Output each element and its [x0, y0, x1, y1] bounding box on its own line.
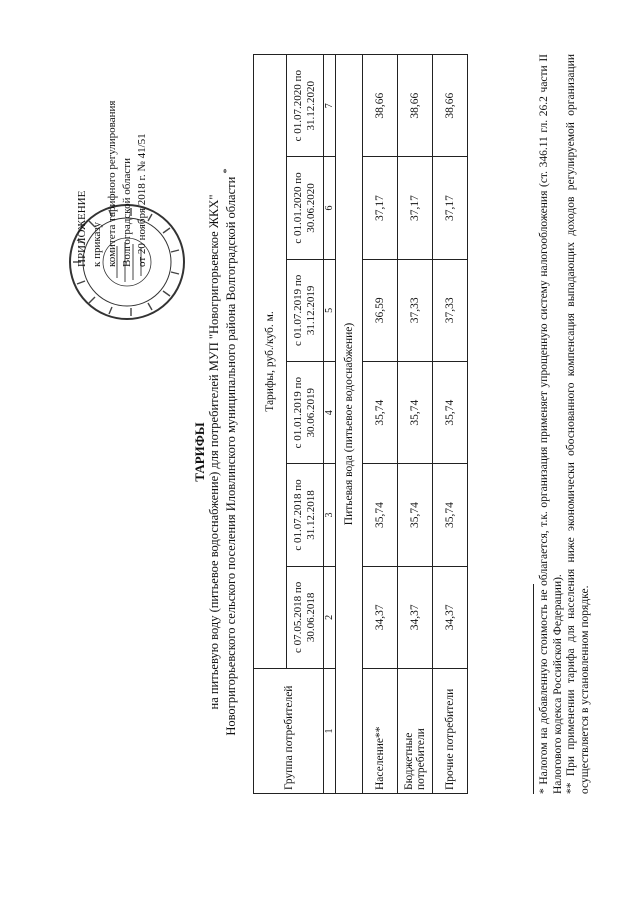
- title-line-2-text: Новогригорьевского сельского поселения Иловлинского муниципального района Волгоградской области: [224, 176, 239, 736]
- appendix-note: [75, 27, 150, 267]
- appendix-line: комитета тарифного регулирования: [106, 100, 118, 267]
- appendix-line: Волгоградской области: [121, 158, 133, 267]
- row-group: Прочие потребители: [433, 669, 468, 794]
- document-sheet: [15, 22, 625, 882]
- tariff-cell: 37,17: [433, 157, 468, 259]
- tariff-table: [253, 54, 468, 794]
- appendix-line: к приказу: [91, 221, 103, 267]
- footnote: ** При применении тарифа для населения ниже экономически обоснованного компенсация выпадающих доходов регулируемой организации осуществляется в установленном порядке.: [565, 54, 591, 794]
- footnote-divider: [533, 584, 534, 794]
- column-number: 5: [324, 259, 336, 361]
- document-title: [193, 62, 238, 842]
- column-number: 1: [324, 669, 336, 794]
- period-header: с 01.07.2018 по 31.12.2018: [287, 464, 324, 566]
- tariff-cell: 36,59: [363, 259, 398, 361]
- tariff-cell: 35,74: [433, 362, 468, 464]
- period-header: с 01.07.2019 по 31.12.2019: [287, 259, 324, 361]
- tariff-cell: 38,66: [363, 55, 398, 157]
- tariff-cell: 34,37: [433, 566, 468, 668]
- tariff-cell: 35,74: [363, 362, 398, 464]
- column-number-row: [324, 55, 336, 794]
- title-line-1: на питьевую воду (питьевое водоснабжение) для потребителей МУП "Новогригорьевское ЖКХ": [207, 194, 221, 710]
- section-row: [336, 55, 363, 794]
- tariff-cell: 35,74: [363, 464, 398, 566]
- period-header: с 07.05.2018 по 30.06.2018: [287, 566, 324, 668]
- tariff-cell: 37,17: [398, 157, 433, 259]
- row-group: Население**: [363, 669, 398, 794]
- period-header: с 01.07.2020 по 31.12.2020: [287, 55, 324, 157]
- tariff-cell: 37,33: [433, 259, 468, 361]
- tariff-cell: 35,74: [433, 464, 468, 566]
- footnotes: [538, 54, 592, 794]
- column-number: 7: [324, 55, 336, 157]
- tariff-cell: 34,37: [363, 566, 398, 668]
- column-number: 2: [324, 566, 336, 668]
- tariffs-header: Тарифы, руб./куб. м.: [254, 55, 287, 669]
- table-row: [398, 55, 433, 794]
- tariff-cell: 35,74: [398, 464, 433, 566]
- tariff-cell: 38,66: [433, 55, 468, 157]
- title-footnote-mark: *: [222, 168, 233, 174]
- column-number: 6: [324, 157, 336, 259]
- table-row: [433, 55, 468, 794]
- period-header: с 01.01.2019 по 30.06.2019: [287, 362, 324, 464]
- tariff-cell: 37,17: [363, 157, 398, 259]
- title-line-2: [221, 62, 238, 842]
- section-title: Питьевая вода (питьевое водоснабжение): [336, 55, 363, 794]
- tariff-cell: 37,33: [398, 259, 433, 361]
- tariff-cell: 35,74: [398, 362, 433, 464]
- title-main: ТАРИФЫ: [192, 422, 207, 482]
- appendix-line: от 20 ноября 2018 г. № 41/51: [136, 133, 148, 267]
- period-header: с 01.01.2020 по 30.06.2020: [287, 157, 324, 259]
- column-number: 4: [324, 362, 336, 464]
- tariff-cell: 38,66: [398, 55, 433, 157]
- row-group: Бюджетные потребители: [398, 669, 433, 794]
- footnote: * Налогом на добавленную стоимость не облагается, т.к. организация применяет упрощенную систему налогообложения (ст. 346.11 гл. 26.2 части II Налогового кодекса Российской Федерации).: [538, 54, 564, 794]
- appendix-line: ПРИЛОЖЕНИЕ: [76, 190, 88, 267]
- group-header: Группа потребителей: [254, 669, 324, 794]
- column-number: 3: [324, 464, 336, 566]
- table-row: [363, 55, 398, 794]
- tariff-cell: 34,37: [398, 566, 433, 668]
